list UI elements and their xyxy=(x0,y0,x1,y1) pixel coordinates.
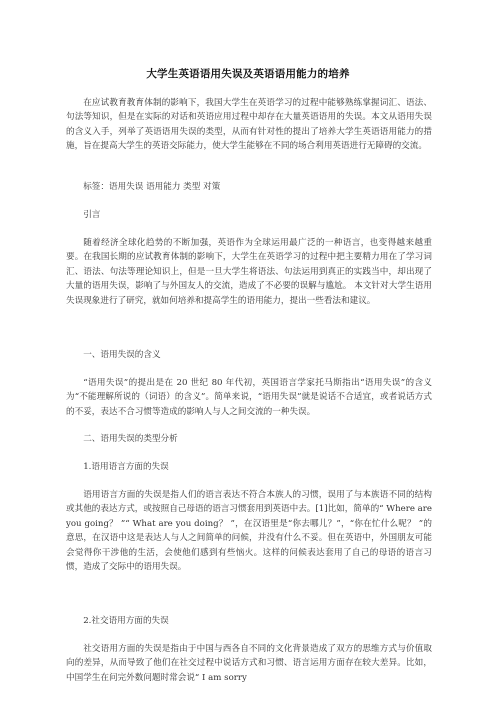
subsection-2-paragraph: 社交语用方面的失误是指由于中国与西各自不同的文化背景造成了双方的思维方式与价值取向的差异，从而导致了他们在社交过程中说话方式和习惯、语言运用方面存在较大差异。比如，中国学生在问完外数问题时常会说“ I am sorry xyxy=(66,644,432,683)
subsection-1-paragraph: 语用语言方面的失误是指人们的语言表达不符合本族人的习惯，误用了与本族语不同的结构或其他的表达方式，或按照自己母语的语言习惯套用到英语中去。[1]比如，简单的“ Where are you going？ ”“ What are you doing？ ”，在汉语里是“你去哪儿？”，“你在忙什么呢？ ”的意思，在汉语中这是表达人与人之间简单的问候，并没有什么不妥。但在英语中，外国朋友可能会觉得你干涉他的生活，会使他们感到有些恼火。这样的问候表达套用了自己的母语的语言习惯，造成了交际中的语用失误。 xyxy=(66,490,432,573)
section-1-paragraph: “语用失误”的提出是在 20 世纪 80 年代初，英国语言学家托马斯指出“语用失误”的含义为“不能理解所说的（词语）的含义”。简单来说，“语用失误”就是说话不合适宜，或者说话方式的不妥，表达不合习惯等造成的影响人与人之间交流的一种失误。 xyxy=(66,378,432,417)
keywords-line: 标签：语用失误 语用能力 类型 对策 xyxy=(83,182,221,192)
subsection-heading-2: 2.社交语用方面的失误 xyxy=(83,616,169,626)
section-heading-1: 一、语用失误的含义 xyxy=(83,350,161,360)
section-heading-2: 二、语用失误的类型分析 xyxy=(83,434,178,444)
document-title: 大学生英语语用失误及英语语用能力的培养 xyxy=(146,68,350,80)
abstract-paragraph: 在应试教育教育体制的影响下，我国大学生在英语学习的过程中能够熟练掌握词汇、语法、句法等知识，但是在实际的对话和英语应用过程中却存在大量英语语用的失误。本文从语用失误的含义入手，列举了英语语用失误的类型，从而有针对性的提出了培养大学生英语语用能力的措施，旨在提高大学生的英语交际能力，使大学生能够在不同的场合利用英语进行无障碍的交流。 xyxy=(66,98,432,152)
intro-heading: 引言 xyxy=(83,210,101,220)
intro-paragraph: 随着经济全球化趋势的不断加强，英语作为全球运用最广泛的一种语言，也变得越来越重要。在我国长期的应试教育体制的影响下，大学生在英语学习的过程中把主要精力用在了学习词汇、语法、句法等理论知识上，但是一旦大学生将语法、句法运用到真正的实践当中，却出现了大量的语用失误，影响了与外国友人的交流，造成了不必要的误解与尴尬。 本文针对大学生语用失误现象进行了研究，就如何培养和提高学生的语用能力，提出一些看法和建议。 xyxy=(66,238,432,306)
subsection-heading-1: 1.语用语言方面的失误 xyxy=(83,462,169,472)
